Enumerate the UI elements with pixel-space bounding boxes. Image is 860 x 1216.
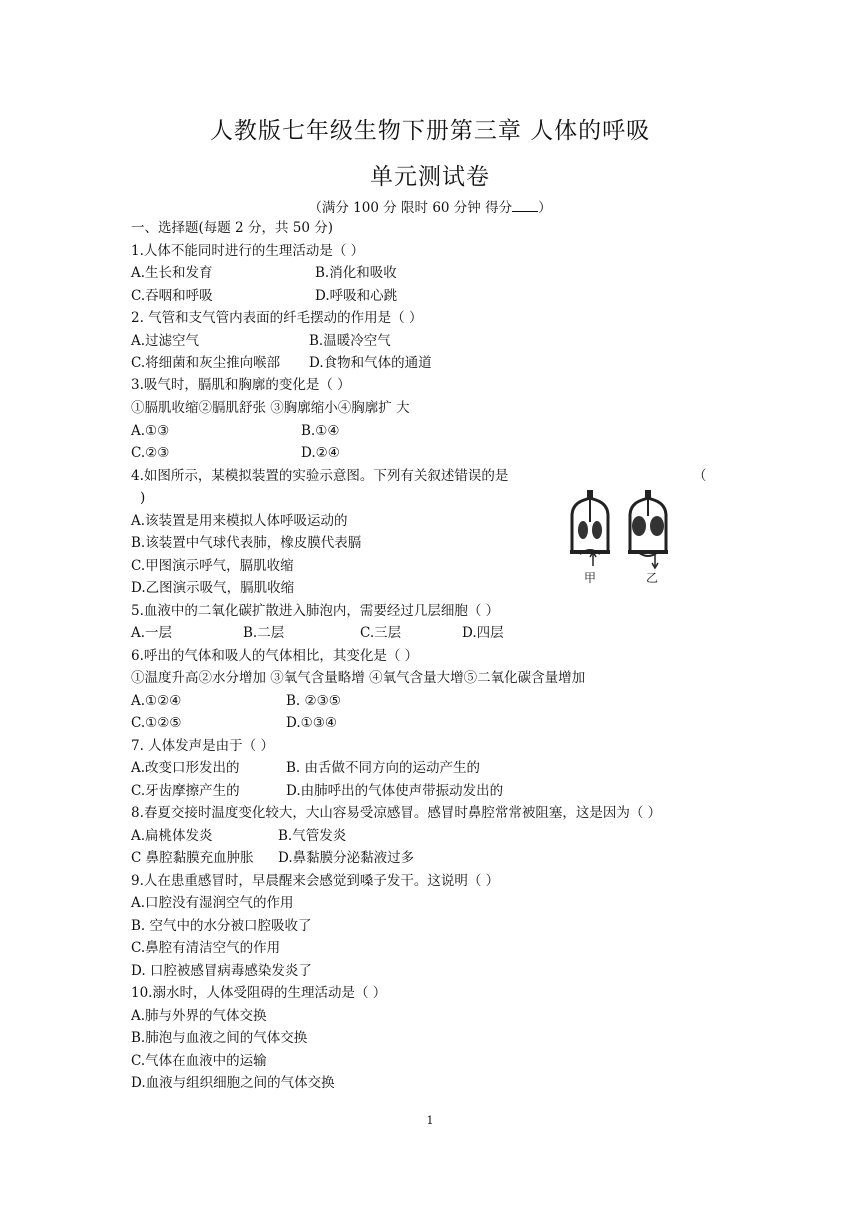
page-title: 人教版七年级生物下册第三章 人体的呼吸 <box>209 118 651 144</box>
breathing-model-figure <box>560 486 680 586</box>
question-5-option-d: D.四层 <box>462 625 504 641</box>
question-10-option-b: B.肺泡与血液之间的气体交换 <box>131 1030 308 1046</box>
page-number: 1 <box>426 1114 434 1127</box>
question-4-option-c: C.甲图演示呼气，膈肌收缩 <box>131 558 294 574</box>
question-5-stem: 5.血液中的二氧化碳扩散进入肺泡内，需要经过几层细胞（ ） <box>131 603 500 619</box>
question-5-option-a: A.一层 <box>131 625 173 641</box>
figure-label-right: 乙 <box>646 571 659 585</box>
question-6-option-c: C.①②⑤ <box>131 715 182 731</box>
question-9-option-a: A.口腔没有湿润空气的作用 <box>131 895 294 911</box>
question-4-paren-close: ) <box>140 490 146 506</box>
question-2-option-d: D.食物和气体的通道 <box>309 355 432 371</box>
question-10-option-c: C.气体在血液中的运输 <box>131 1053 267 1069</box>
question-10-stem: 10.溺水时，人体受阻碍的生理活动是（ ） <box>131 985 387 1001</box>
question-4-option-d: D.乙图演示吸气，膈肌收缩 <box>131 580 295 596</box>
question-9-option-c: C.鼻腔有清洁空气的作用 <box>131 940 281 956</box>
score-prefix: （满分 100 分 限时 60 分钟 得分 <box>308 200 513 216</box>
question-8-option-c: C 鼻腔黏膜充血肿胀 <box>131 850 254 866</box>
question-1-option-a: A.生长和发育 <box>131 265 213 281</box>
question-8-stem: 8.春夏交接时温度变化较大，大山容易受凉感冒。感冒时鼻腔常常被阻塞，这是因为（ ） <box>131 805 662 821</box>
question-4-paren-open: （ <box>693 468 707 484</box>
question-3-option-b: B.①④ <box>301 423 340 439</box>
page-subtitle: 单元测试卷 <box>370 164 490 190</box>
question-1-option-b: B.消化和吸收 <box>315 265 397 281</box>
question-4-stem: 4.如图所示，某模拟装置的实验示意图。下列有关叙述错误的是 <box>131 468 509 484</box>
question-7-stem: 7. 人体发声是由于（ ） <box>131 738 274 754</box>
question-9-stem: 9.人在患重感冒时，早晨醒来会感觉到嗓子发干。这说明（ ） <box>131 873 500 889</box>
question-3-options-line: ①膈肌收缩②膈肌舒张 ③胸廓缩小④胸廓扩 大 <box>131 400 410 416</box>
question-1-stem: 1.人体不能同时进行的生理活动是（ ） <box>131 243 365 259</box>
question-2-option-a: A.过滤空气 <box>131 333 200 349</box>
question-1-option-c: C.吞咽和呼吸 <box>131 288 213 304</box>
question-9-option-b: B. 空气中的水分被口腔吸收了 <box>131 918 312 934</box>
question-8-option-a: A.扁桃体发炎 <box>131 828 213 844</box>
question-8-option-d: D.鼻黏膜分泌黏液过多 <box>278 850 415 866</box>
question-3-option-d: D.②④ <box>301 445 340 461</box>
question-2-stem: 2. 气管和支气管内表面的纤毛摆动的作用是（ ） <box>131 310 423 326</box>
bell-jar-left <box>570 490 610 566</box>
question-7-option-d: D.由肺呼出的气体使声带振动发出的 <box>286 783 504 799</box>
section-heading: 一、选择题(每题 2 分，共 50 分) <box>131 220 333 236</box>
question-7-option-a: A.改变口形发出的 <box>131 760 240 776</box>
question-3-option-a: A.①③ <box>131 423 170 439</box>
question-3-option-c: C.②③ <box>131 445 170 461</box>
question-6-option-b: B. ②③⑤ <box>286 693 341 709</box>
question-5-option-c: C.三层 <box>360 625 402 641</box>
question-7-option-b: B. 由舌做不同方向的运动产生的 <box>286 760 481 776</box>
score-blank <box>512 199 538 212</box>
score-suffix: ） <box>538 200 552 216</box>
figure-label-left: 甲 <box>584 571 597 585</box>
question-8-option-b: B.气管发炎 <box>278 828 347 844</box>
question-10-option-a: A.肺与外界的气体交换 <box>131 1008 267 1024</box>
question-9-option-d: D. 口腔被感冒病毒感染发炎了 <box>131 963 312 979</box>
bell-jar-right <box>628 490 668 568</box>
question-6-stem: 6.呼出的气体和吸人的气体相比，其变化是（ ） <box>131 648 419 664</box>
question-5-option-b: B.二层 <box>243 625 285 641</box>
question-10-option-d: D.血液与组织细胞之间的气体交换 <box>131 1075 335 1091</box>
question-4-option-b: B.该装置中气球代表肺，橡皮膜代表膈 <box>131 535 362 551</box>
question-7-option-c: C.牙齿摩擦产生的 <box>131 783 240 799</box>
question-6-option-a: A.①②④ <box>131 693 182 709</box>
question-4-option-a: A.该装置是用来模拟人体呼吸运动的 <box>131 513 348 529</box>
question-2-option-b: B.温暖冷空气 <box>309 333 391 349</box>
question-3-stem: 3.吸气时，膈肌和胸廓的变化是（ ） <box>131 377 351 393</box>
question-2-option-c: C.将细菌和灰尘推向喉部 <box>131 355 281 371</box>
question-1-option-d: D.呼吸和心跳 <box>315 288 398 304</box>
question-6-option-d: D.①③④ <box>286 715 337 731</box>
question-6-options-line: ①温度升高②水分增加 ③氧气含量略增 ④氧气含量大增⑤二氧化碳含量增加 <box>131 670 586 686</box>
score-line <box>0 196 860 216</box>
